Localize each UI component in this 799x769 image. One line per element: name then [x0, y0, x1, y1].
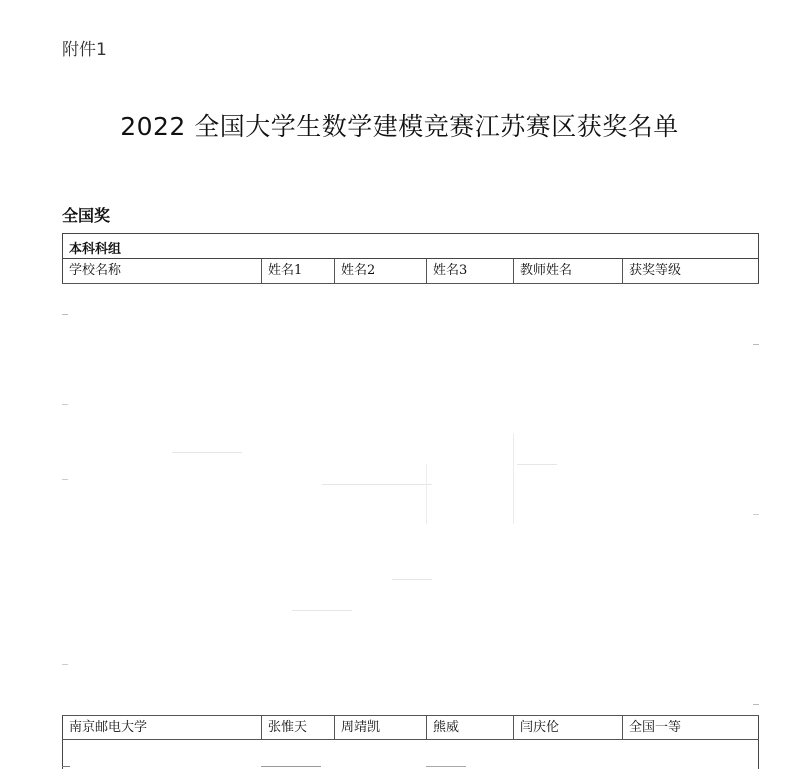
faded-mark: [753, 344, 759, 345]
faded-mark: [62, 404, 68, 405]
faded-scan-region: [62, 284, 759, 715]
faded-mark: [513, 434, 514, 524]
column-divider: [513, 259, 514, 284]
cell-name3: 熊威: [433, 720, 460, 735]
faded-mark: [426, 464, 427, 524]
faded-mark: [62, 664, 68, 665]
faded-mark: [753, 514, 759, 515]
column-divider: [426, 259, 427, 284]
column-divider: [622, 715, 623, 740]
faded-mark: [322, 484, 432, 485]
table-row: [62, 715, 759, 740]
column-divider: [426, 715, 427, 740]
row-line-stub: [62, 766, 70, 767]
header-name1: 姓名1: [268, 263, 303, 278]
header-teacher: 教师姓名: [520, 263, 573, 278]
faded-mark: [62, 479, 68, 480]
column-divider: [334, 715, 335, 740]
column-divider: [261, 715, 262, 740]
faded-mark: [172, 452, 242, 453]
column-divider: [513, 715, 514, 740]
header-award: 获奖等级: [629, 263, 682, 278]
faded-mark: [517, 464, 557, 465]
header-name2: 姓名2: [341, 263, 376, 278]
section-heading: 全国奖: [62, 206, 111, 225]
faded-mark: [292, 610, 352, 611]
faded-mark: [62, 314, 68, 315]
header-name3: 姓名3: [433, 263, 468, 278]
column-divider: [622, 259, 623, 284]
group-row: [62, 233, 759, 259]
cell-name2: 周靖凯: [341, 720, 381, 735]
document-title: 2022 全国大学生数学建模竞赛江苏赛区获奖名单: [120, 112, 679, 141]
row-line-stub: [426, 766, 466, 767]
column-divider: [334, 259, 335, 284]
faded-mark: [392, 579, 432, 580]
cell-award: 全国一等: [629, 720, 682, 735]
cell-school: 南京邮电大学: [69, 720, 148, 735]
header-school: 学校名称: [69, 263, 122, 278]
column-divider: [261, 259, 262, 284]
award-table: [62, 233, 759, 769]
faded-mark: [753, 704, 759, 705]
group-label: 本科科组: [69, 242, 122, 257]
table-header-row: [62, 259, 759, 284]
attachment-label: 附件1: [62, 40, 107, 60]
cell-teacher: 闫庆伦: [520, 720, 560, 735]
row-line-stub: [261, 766, 321, 767]
cell-name1: 张惟天: [268, 720, 308, 735]
